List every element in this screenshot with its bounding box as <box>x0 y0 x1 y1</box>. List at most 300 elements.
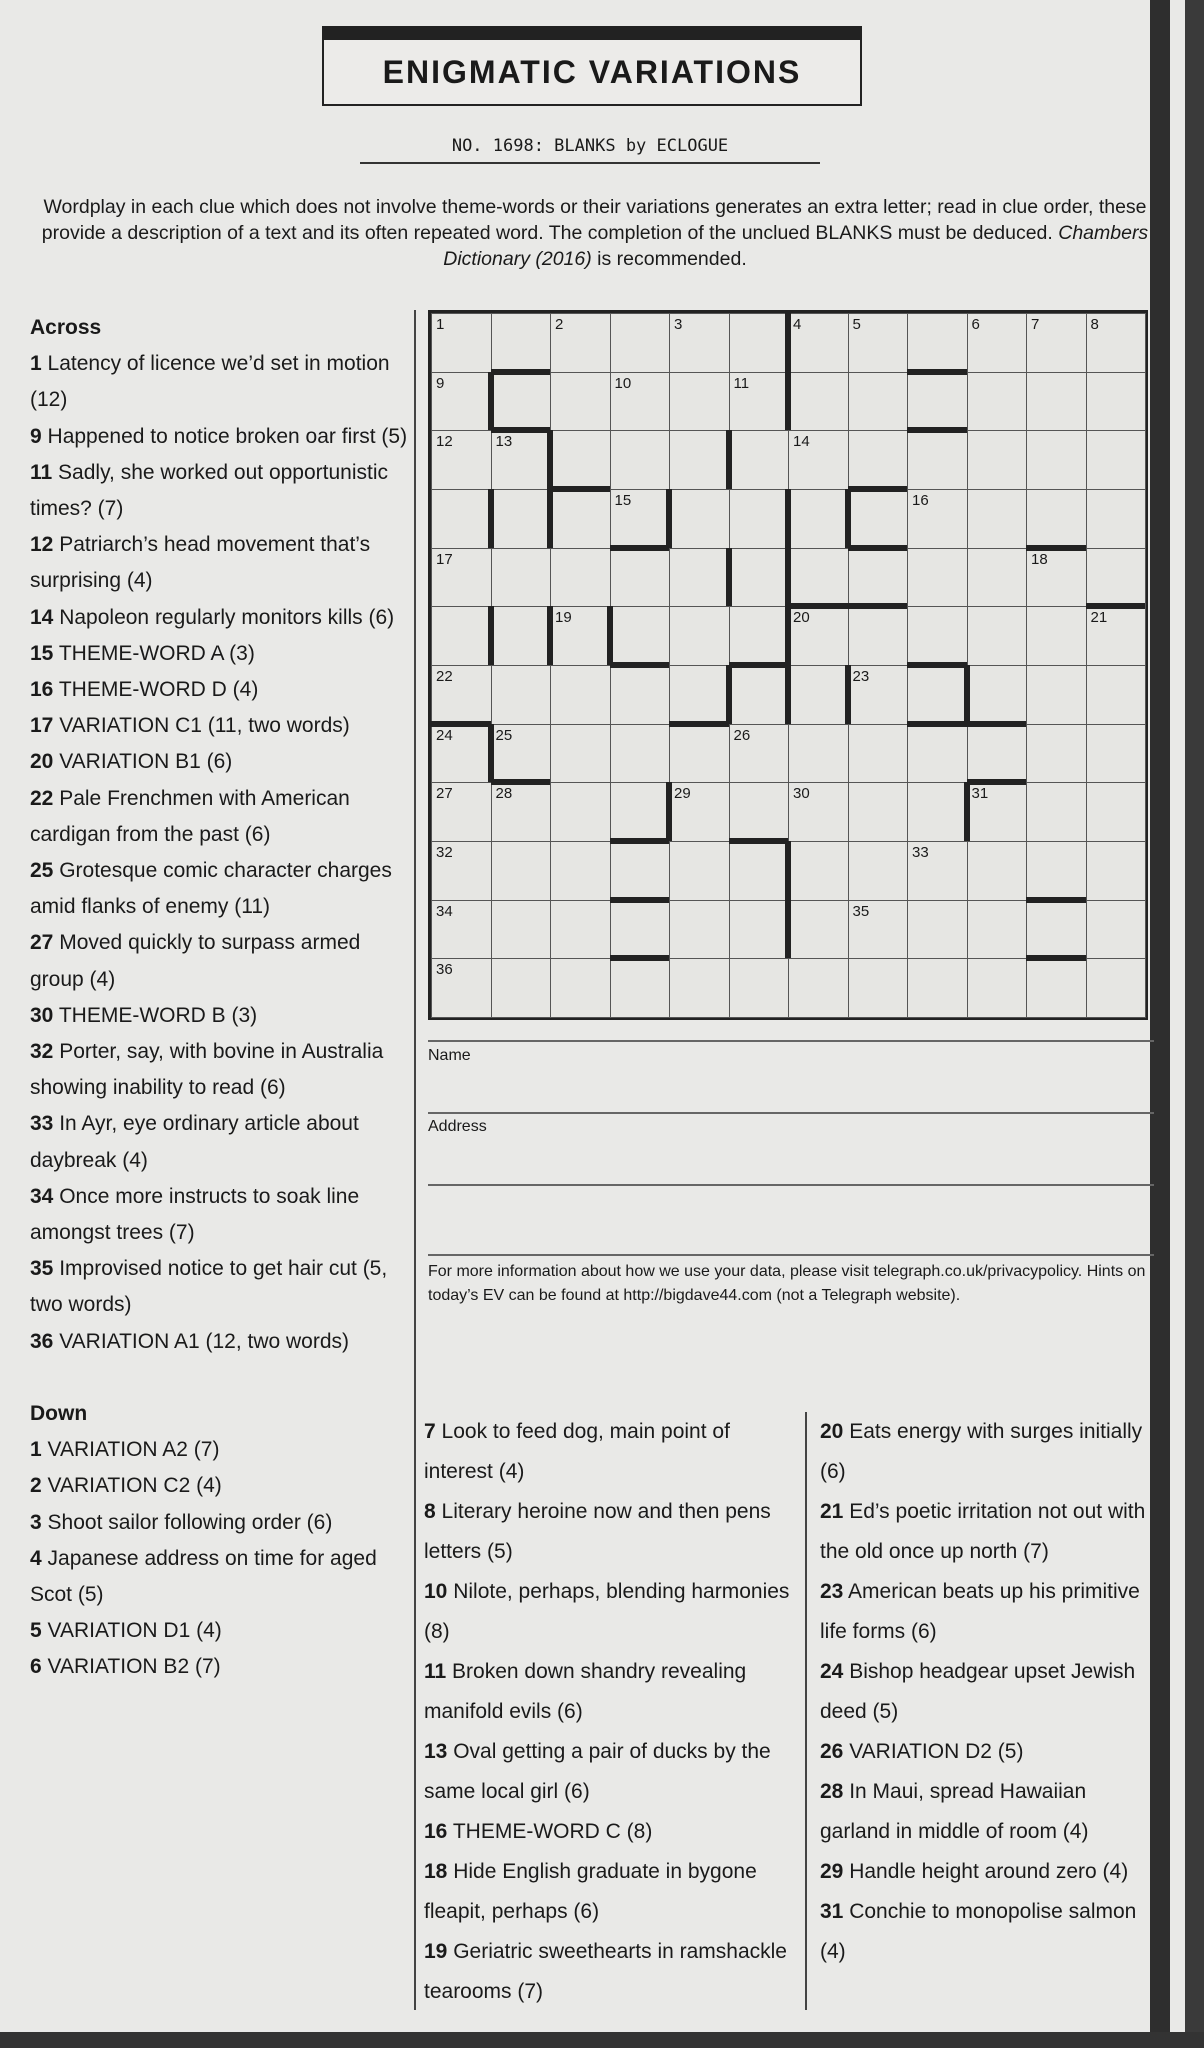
grid-cell[interactable] <box>1086 548 1147 608</box>
grid-cell[interactable] <box>967 724 1028 784</box>
grid-cell[interactable] <box>848 900 909 960</box>
grid-cell[interactable] <box>491 489 552 549</box>
cell-number: 18 <box>1031 550 1048 568</box>
grid-cell[interactable] <box>788 665 849 725</box>
cell-number: 9 <box>436 374 445 392</box>
column-divider <box>414 310 416 2010</box>
clue-text: VARIATION A1 (12, two words) <box>59 1329 350 1353</box>
clue-item <box>30 1468 410 1504</box>
clue-number: 2 <box>30 1474 42 1498</box>
grid-cell[interactable] <box>729 665 790 725</box>
cell-number: 21 <box>1090 609 1108 627</box>
grid-cell[interactable] <box>788 841 849 901</box>
grid-bar <box>907 427 967 433</box>
clue-text: Happened to notice broken oar first (5) <box>47 424 408 448</box>
clue-number: 4 <box>30 1546 42 1570</box>
grid-cell[interactable] <box>729 841 790 901</box>
clue-text: Conchie to monopolise salmon (4) <box>820 1900 1137 1963</box>
grid-cell[interactable] <box>729 430 790 490</box>
grid-cell[interactable] <box>967 489 1028 549</box>
grid-cell[interactable] <box>788 313 849 373</box>
grid-cell[interactable] <box>967 958 1028 1018</box>
clue-text: Japanese address on time for aged Scot (5) <box>30 1546 377 1606</box>
clue-item <box>30 1106 410 1178</box>
grid-bar <box>726 548 732 607</box>
grid-cell[interactable] <box>848 313 909 373</box>
grid-cell[interactable] <box>848 665 909 725</box>
cell-number: 25 <box>495 726 513 744</box>
grid-cell[interactable] <box>848 548 909 608</box>
grid-cell[interactable] <box>729 606 790 666</box>
clue-number: 11 <box>30 460 53 484</box>
page-edge-rule <box>1150 0 1170 2048</box>
grid-cell[interactable] <box>848 958 909 1018</box>
cell-number: 33 <box>912 844 929 861</box>
name-line[interactable] <box>428 1112 1154 1114</box>
clue-text: VARIATION C2 (4) <box>47 1474 222 1498</box>
clue-number: 8 <box>424 1500 436 1523</box>
clue-text: Porter, say, with bovine in Australia showing inability to read (6) <box>30 1040 384 1100</box>
clue-number: 34 <box>30 1184 54 1208</box>
clue-number: 15 <box>30 641 54 665</box>
clue-text: Improvised notice to get hair cut (5, two words) <box>30 1257 388 1317</box>
grid-cell[interactable] <box>669 841 730 901</box>
grid-bar <box>967 779 1027 785</box>
grid-cell[interactable] <box>1086 313 1147 373</box>
clue-text: Handle height around zero (4) <box>849 1860 1129 1883</box>
clue-text: VARIATION C1 (11, two words) <box>59 714 350 738</box>
grid-bar <box>488 724 494 783</box>
clue-item <box>820 1492 1150 1572</box>
title-box <box>322 26 862 106</box>
clue-item <box>30 419 410 455</box>
grid-cell[interactable] <box>848 606 909 666</box>
grid-cell[interactable] <box>729 900 790 960</box>
grid-cell[interactable] <box>550 665 611 725</box>
grid-cell[interactable] <box>1086 372 1147 432</box>
grid-cell[interactable] <box>669 372 730 432</box>
grid-cell[interactable] <box>491 548 552 608</box>
clue-number: 16 <box>30 678 54 702</box>
grid-bar <box>785 489 791 548</box>
grid-cell[interactable] <box>907 430 968 490</box>
clue-number: 17 <box>30 714 54 738</box>
clue-text: Patriarch’s head movement that’s surprising (4) <box>30 533 371 593</box>
grid-bar <box>785 665 791 724</box>
grid-cell[interactable] <box>550 782 611 842</box>
grid-cell[interactable] <box>729 372 790 432</box>
grid-cell[interactable] <box>669 665 730 725</box>
clue-item <box>30 1251 410 1323</box>
grid-cell[interactable] <box>431 430 492 490</box>
grid-bar <box>491 369 551 375</box>
grid-bar <box>1026 955 1086 961</box>
grid-bar <box>788 603 848 609</box>
grid-cell[interactable] <box>610 548 671 608</box>
address-line[interactable] <box>428 1184 1154 1186</box>
grid-cell[interactable] <box>431 900 492 960</box>
grid-cell[interactable] <box>610 489 671 549</box>
grid-cell[interactable] <box>788 606 849 666</box>
cell-number: 14 <box>793 433 810 451</box>
down-heading: Down <box>30 1401 88 1425</box>
grid-cell[interactable] <box>788 724 849 784</box>
grid-cell[interactable] <box>848 430 909 490</box>
grid-cell[interactable] <box>848 489 909 549</box>
grid-cell[interactable] <box>907 900 968 960</box>
grid-cell[interactable] <box>669 489 730 549</box>
clue-text: THEME-WORD B (3) <box>58 1003 258 1027</box>
clue-number: 20 <box>30 750 54 774</box>
down-clue-column-right <box>820 1412 1150 1972</box>
clue-item <box>30 600 410 636</box>
clue-number: 31 <box>820 1900 844 1923</box>
cell-number: 13 <box>495 433 513 451</box>
grid-cell[interactable] <box>1026 372 1087 432</box>
clue-item <box>30 1649 410 1685</box>
cell-number: 4 <box>793 316 802 333</box>
clue-item <box>820 1732 1150 1772</box>
grid-cell[interactable] <box>907 782 968 842</box>
grid-cell[interactable] <box>848 372 909 432</box>
clue-item <box>30 455 410 527</box>
clue-text: Hide English graduate in bygone fleapit, perhaps (6) <box>424 1860 757 1923</box>
instructions-source: Chambers Dictionary (2016) <box>443 222 1149 270</box>
cell-number: 22 <box>436 668 453 685</box>
clue-text: THEME-WORD A (3) <box>58 641 255 665</box>
grid-cell[interactable] <box>491 665 552 725</box>
grid-cell[interactable] <box>967 372 1028 432</box>
grid-cell[interactable] <box>431 548 492 608</box>
grid-cell[interactable] <box>1026 430 1087 490</box>
clue-text: Literary heroine now and then pens letters (5) <box>424 1500 771 1563</box>
clue-number: 3 <box>30 1510 42 1534</box>
grid-cell[interactable] <box>1026 900 1087 960</box>
clue-item <box>30 1505 410 1541</box>
grid-cell[interactable] <box>788 372 849 432</box>
grid-cell[interactable] <box>550 372 611 432</box>
grid-cell[interactable] <box>729 489 790 549</box>
cell-number: 36 <box>436 961 453 979</box>
cell-number: 26 <box>733 726 751 744</box>
clue-number: 27 <box>30 931 54 955</box>
clue-text: THEME-WORD C (8) <box>452 1820 653 1843</box>
grid-cell[interactable] <box>610 958 671 1018</box>
grid-cell[interactable] <box>431 489 492 549</box>
clue-text: Nilote, perhaps, blending harmonies (8) <box>424 1580 790 1643</box>
crossword-grid[interactable] <box>428 310 1148 1020</box>
grid-cell[interactable] <box>788 430 849 490</box>
clue-item <box>30 1179 410 1251</box>
clue-item <box>424 1492 794 1572</box>
grid-cell[interactable] <box>967 548 1028 608</box>
grid-cell[interactable] <box>669 430 730 490</box>
grid-cell[interactable] <box>1086 841 1147 901</box>
grid-cell[interactable] <box>669 313 730 373</box>
clue-text: VARIATION D2 (5) <box>849 1740 1024 1763</box>
clue-text: Pale Frenchmen with American cardigan from the past (6) <box>30 786 350 846</box>
grid-bar <box>785 900 791 959</box>
clue-text: In Maui, spread Hawaiian garland in middle of room (4) <box>820 1780 1089 1843</box>
clue-number: 1 <box>30 1438 42 1462</box>
grid-cell[interactable] <box>610 372 671 432</box>
grid-cell[interactable] <box>1026 782 1087 842</box>
clue-text: Latency of licence we’d set in motion (12) <box>30 352 390 412</box>
grid-cell[interactable] <box>610 724 671 784</box>
clue-item <box>424 1652 794 1732</box>
grid-cell[interactable] <box>550 841 611 901</box>
clue-item <box>30 672 410 708</box>
clue-item <box>424 1812 794 1852</box>
grid-cell[interactable] <box>431 724 492 784</box>
grid-cell[interactable] <box>729 313 790 373</box>
grid-cell[interactable] <box>550 430 611 490</box>
cell-number: 5 <box>852 316 861 333</box>
clue-number: 33 <box>30 1112 54 1136</box>
grid-cell[interactable] <box>1026 489 1087 549</box>
grid-bar <box>726 430 732 489</box>
clue-text: THEME-WORD D (4) <box>58 678 259 702</box>
grid-cell[interactable] <box>788 782 849 842</box>
grid-cell[interactable] <box>491 782 552 842</box>
clue-item <box>30 1541 410 1613</box>
grid-cell[interactable] <box>967 782 1028 842</box>
clue-item <box>424 1572 794 1652</box>
grid-bar <box>785 313 791 372</box>
grid-cell[interactable] <box>491 958 552 1018</box>
puzzle-instructions <box>40 194 1150 272</box>
grid-cell[interactable] <box>610 430 671 490</box>
grid-cell[interactable] <box>1026 606 1087 666</box>
across-heading: Across <box>30 316 102 339</box>
puzzle-subtitle: NO. 1698: BLANKS by ECLOGUE <box>360 136 820 164</box>
grid-bar <box>610 897 670 903</box>
grid-cell[interactable] <box>967 430 1028 490</box>
clue-item <box>424 1852 794 1932</box>
grid-cell[interactable] <box>610 900 671 960</box>
clue-number: 14 <box>30 605 54 629</box>
name-label: Name <box>428 1047 471 1064</box>
clue-item <box>30 1613 410 1649</box>
grid-cell[interactable] <box>1086 782 1147 842</box>
grid-cell[interactable] <box>729 548 790 608</box>
grid-bar <box>907 721 967 727</box>
grid-cell[interactable] <box>431 958 492 1018</box>
grid-cell[interactable] <box>550 548 611 608</box>
grid-cell[interactable] <box>1086 958 1147 1018</box>
cell-number: 1 <box>436 316 445 333</box>
clue-item <box>424 1732 794 1812</box>
grid-cell[interactable] <box>669 606 730 666</box>
grid-cell[interactable] <box>1026 841 1087 901</box>
grid-cell[interactable] <box>431 841 492 901</box>
grid-cell[interactable] <box>491 606 552 666</box>
grid-cell[interactable] <box>907 606 968 666</box>
clue-number: 12 <box>30 533 54 557</box>
grid-cell[interactable] <box>1086 724 1147 784</box>
clue-item <box>820 1572 1150 1652</box>
clue-text: Grotesque comic character charges amid flanks of enemy (11) <box>30 859 392 919</box>
address-line-2[interactable] <box>428 1254 1154 1256</box>
clue-text: Broken down shandry revealing manifold evils (6) <box>424 1660 747 1723</box>
grid-cell[interactable] <box>550 606 611 666</box>
grid-cell[interactable] <box>848 841 909 901</box>
grid-cell[interactable] <box>1026 724 1087 784</box>
grid-cell[interactable] <box>431 665 492 725</box>
column-divider <box>805 1412 807 2010</box>
grid-cell[interactable] <box>1086 900 1147 960</box>
grid-cell[interactable] <box>491 841 552 901</box>
grid-bar <box>785 372 791 431</box>
across-clue-list <box>30 346 410 1360</box>
grid-cell[interactable] <box>669 724 730 784</box>
grid-bar <box>610 662 670 668</box>
grid-cell[interactable] <box>848 724 909 784</box>
grid-cell[interactable] <box>967 665 1028 725</box>
grid-cell[interactable] <box>907 724 968 784</box>
grid-cell[interactable] <box>788 958 849 1018</box>
clue-item <box>30 925 410 997</box>
clue-text: Bishop headgear upset Jewish deed (5) <box>820 1660 1136 1723</box>
grid-cell[interactable] <box>967 313 1028 373</box>
grid-cell[interactable] <box>1026 665 1087 725</box>
grid-cell[interactable] <box>610 665 671 725</box>
grid-cell[interactable] <box>1026 958 1087 1018</box>
clue-number: 24 <box>820 1660 844 1683</box>
grid-cell[interactable] <box>610 841 671 901</box>
clue-text: Ed’s poetic irritation not out with the old once up north (7) <box>820 1500 1146 1563</box>
clue-item <box>30 781 410 853</box>
clue-number: 20 <box>820 1420 844 1443</box>
grid-bar <box>848 603 908 609</box>
cell-number: 31 <box>971 785 989 803</box>
clue-item <box>424 1412 794 1492</box>
cell-number: 24 <box>436 726 453 744</box>
grid-cell[interactable] <box>967 841 1028 901</box>
grid-cell[interactable] <box>550 724 611 784</box>
clue-number: 21 <box>820 1500 844 1523</box>
clue-text: VARIATION B2 (7) <box>47 1655 221 1679</box>
cell-number: 35 <box>852 902 870 920</box>
grid-cell[interactable] <box>669 900 730 960</box>
grid-cell[interactable] <box>907 841 968 901</box>
cell-number: 2 <box>555 316 564 333</box>
cell-number: 29 <box>674 785 691 803</box>
cell-number: 27 <box>436 785 453 803</box>
clue-column-left <box>30 310 410 1686</box>
grid-cell[interactable] <box>1086 489 1147 549</box>
clue-number: 9 <box>30 424 42 448</box>
cell-number: 23 <box>852 668 870 685</box>
grid-bar <box>1026 897 1086 903</box>
down-clue-list <box>30 1432 410 1685</box>
grid-cell[interactable] <box>550 489 611 549</box>
clue-item <box>820 1652 1150 1732</box>
grid-cell[interactable] <box>431 372 492 432</box>
grid-cell[interactable] <box>967 900 1028 960</box>
grid-cell[interactable] <box>729 724 790 784</box>
grid-cell[interactable] <box>491 313 552 373</box>
cell-number: 8 <box>1090 316 1099 333</box>
grid-cell[interactable] <box>907 958 968 1018</box>
clue-text: Look to feed dog, main point of interest (4) <box>424 1420 730 1483</box>
grid-cell[interactable] <box>610 782 671 842</box>
grid-cell[interactable] <box>550 900 611 960</box>
grid-cell[interactable] <box>491 724 552 784</box>
cell-number: 19 <box>555 609 572 627</box>
cell-number: 16 <box>912 492 929 509</box>
grid-bar <box>848 486 908 492</box>
grid-cell[interactable] <box>431 606 492 666</box>
grid-cell[interactable] <box>610 606 671 666</box>
clue-text: Oval getting a pair of ducks by the same local girl (6) <box>424 1740 771 1803</box>
cell-number: 10 <box>614 374 632 392</box>
grid-cell[interactable] <box>788 548 849 608</box>
grid-cell[interactable] <box>907 489 968 549</box>
instructions-text: Wordplay in each clue which does not involve theme-words or their variations generates an extra letter; read in clue order, these provide a description of a text and its often repeated word. The completion of the unclued BLANKS must be deduced. <box>41 196 1147 244</box>
grid-cell[interactable] <box>1086 430 1147 490</box>
grid-bar <box>964 782 970 841</box>
clue-item <box>30 1324 410 1360</box>
grid-cell[interactable] <box>669 782 730 842</box>
grid-cell[interactable] <box>967 606 1028 666</box>
grid-cell[interactable] <box>907 313 968 373</box>
grid-cell[interactable] <box>729 782 790 842</box>
clue-text: VARIATION A2 (7) <box>47 1438 220 1462</box>
address-label: Address <box>428 1118 487 1135</box>
grid-cell[interactable] <box>550 313 611 373</box>
clue-item <box>30 708 410 744</box>
grid-cell[interactable] <box>907 548 968 608</box>
grid-cell[interactable] <box>729 958 790 1018</box>
clue-number: 22 <box>30 786 54 810</box>
grid-cell[interactable] <box>907 665 968 725</box>
grid-cell[interactable] <box>491 372 552 432</box>
grid-cell[interactable] <box>848 782 909 842</box>
clue-number: 25 <box>30 859 54 883</box>
grid-cell[interactable] <box>610 313 671 373</box>
cell-number: 3 <box>674 316 683 333</box>
grid-bar <box>666 489 672 548</box>
grid-cell[interactable] <box>669 548 730 608</box>
cell-number: 30 <box>793 785 810 803</box>
grid-cell[interactable] <box>1086 606 1147 666</box>
grid-cell[interactable] <box>1086 665 1147 725</box>
grid-cell[interactable] <box>491 430 552 490</box>
clue-text: Moved quickly to surpass armed group (4) <box>30 931 361 991</box>
grid-cell[interactable] <box>491 900 552 960</box>
clue-item <box>30 1034 410 1106</box>
grid-cell[interactable] <box>1026 313 1087 373</box>
grid-cell[interactable] <box>788 489 849 549</box>
grid-cell[interactable] <box>431 782 492 842</box>
grid-bar <box>964 665 970 724</box>
grid-cell[interactable] <box>431 313 492 373</box>
grid-cell[interactable] <box>1026 548 1087 608</box>
cell-number: 28 <box>495 785 513 803</box>
grid-bar <box>726 665 732 724</box>
grid-cell[interactable] <box>550 958 611 1018</box>
grid-cell[interactable] <box>788 900 849 960</box>
form-rule <box>428 1040 1154 1042</box>
grid-cell[interactable] <box>907 372 968 432</box>
clue-text: VARIATION D1 (4) <box>47 1619 222 1643</box>
grid-cell[interactable] <box>669 958 730 1018</box>
clue-number: 16 <box>424 1820 448 1843</box>
clue-item <box>820 1772 1150 1852</box>
cell-number: 12 <box>436 433 453 451</box>
page-edge-rule <box>1185 0 1204 2048</box>
